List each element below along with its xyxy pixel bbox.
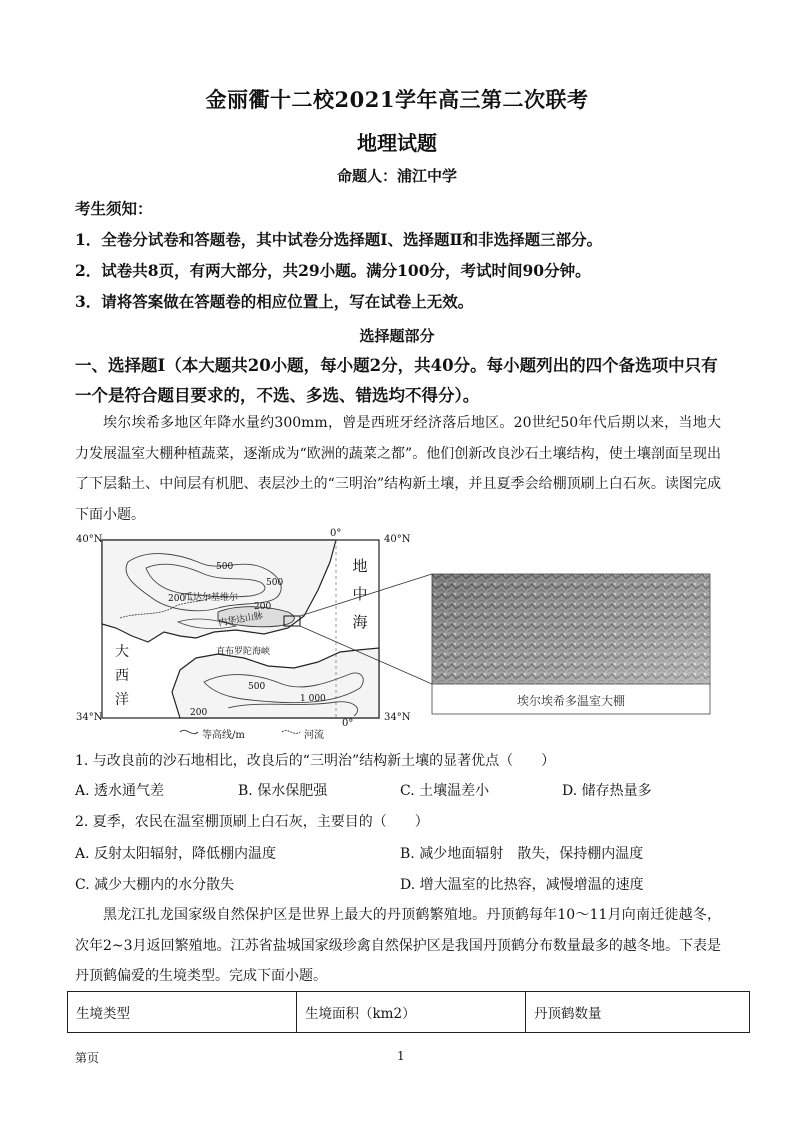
footer-page-label: 第页 xyxy=(75,1051,100,1065)
legend-river-symbol xyxy=(282,731,300,734)
lon-label: 0° xyxy=(342,718,354,729)
question-2-option-a[interactable]: A. 反射太阳辐射，降低棚内温度 xyxy=(75,846,277,862)
habitat-table xyxy=(67,991,750,1033)
table-header-cell: 生境类型 xyxy=(68,992,297,1033)
section-heading: 选择题部分 xyxy=(359,327,435,345)
ocean-label: 大西洋 xyxy=(115,644,129,708)
lat-label: 40°N xyxy=(384,534,411,545)
notice-heading: 考生须知： xyxy=(75,199,153,218)
question-1-stem: 1. 与改良前的沙石地相比，改良后的“三明治”结构新土壤的显著优点（ ） xyxy=(75,753,556,769)
lat-label: 40°N xyxy=(76,534,103,545)
footer-page-number: 1 xyxy=(397,1049,405,1063)
passage-1: 埃尔埃希多地区年降水量约300mm，曾是西班牙经济落后地区。20世纪50年代后期以来，当地大力发展温室大棚种植蔬菜，逐渐成为“欧洲的蔬菜之都”。他们创新改良沙石土壤结构，使土壤剖面呈现出了下层黏土、中间层有机肥、表层沙土的“三明治”结构新土壤，并且夏季会给棚顶刷上白石灰。读图完成下面小题。 xyxy=(75,415,721,523)
exam-subject: 地理试题 xyxy=(357,131,437,155)
question-1-option-c[interactable]: C. 土壤温差小 xyxy=(400,783,490,799)
legend-contour-label: 等高线/m xyxy=(202,730,245,741)
table-header-row xyxy=(68,992,750,1033)
part-instruction-line-1: 一、选择题Ⅰ（本大题共20小题，每小题2分，共40分。每小题列出的四个备选项中只有 xyxy=(75,356,718,375)
contour-value: 200 xyxy=(168,594,186,604)
exam-title: 金丽衢十二校2021学年高三第二次联考 xyxy=(205,87,589,112)
contour-value: 500 xyxy=(266,578,284,588)
strait-label: 直布罗陀海峡 xyxy=(216,647,271,657)
passage-2: 黑龙江扎龙国家级自然保护区是世界上最大的丹顶鹤繁殖地。丹顶鹤每年10～11月向南迁徙越冬，次年2~3月返回繁殖地。江苏省盐城国家级珍禽自然保护区是我国丹顶鹤分布数量最多的越冬地。下表是丹顶鹤偏爱的生境类型。完成下面小题。 xyxy=(75,907,721,984)
contour-value: 500 xyxy=(216,562,234,572)
question-1-option-b[interactable]: B. 保水保肥强 xyxy=(238,783,328,799)
question-2-option-b[interactable]: B. 减少地面辐射 散失，保持棚内温度 xyxy=(400,846,644,862)
contour-value: 1 000 xyxy=(300,694,326,704)
contour-value: 200 xyxy=(254,602,272,612)
notice-item-3: 3．请将答案做在答题卷的相应位置上，写在试卷上无效。 xyxy=(75,292,474,311)
table-header-cell: 生境面积（km2） xyxy=(297,992,526,1033)
photo-caption: 埃尔埃希多温室大棚 xyxy=(516,694,625,708)
lon-label: 0° xyxy=(330,528,342,539)
contour-value: 500 xyxy=(248,682,266,692)
lat-label: 34°N xyxy=(384,712,411,723)
question-2-stem: 2. 夏季，农民在温室棚顶刷上白石灰，主要目的（ ） xyxy=(75,814,429,830)
exam-author: 命题人：浦江中学 xyxy=(336,167,457,185)
notice-item-2: 2．试卷共8页，有两大部分，共29小题。满分100分，考试时间90分钟。 xyxy=(75,261,591,280)
part-instruction-line-2: 一个是符合题目要求的，不选、多选、错选均不得分）。 xyxy=(75,386,480,405)
question-2-option-d[interactable]: D. 增大温室的比热容，减慢增温的速度 xyxy=(400,877,644,893)
lat-label: 34°N xyxy=(76,712,103,723)
question-1-option-d[interactable]: D. 储存热量多 xyxy=(562,783,652,799)
question-2-option-c[interactable]: C. 减少大棚内的水分散失 xyxy=(75,877,235,893)
table-header-cell: 丹顶鹤数量 xyxy=(526,992,750,1033)
notice-item-1: 1．全卷分试卷和答题卷，其中试卷分选择题Ⅰ、选择题Ⅱ和非选择题三部分。 xyxy=(75,230,603,249)
basin-label: 瓜达尔基维尔 xyxy=(184,593,239,603)
question-1-option-a[interactable]: A. 透水通气差 xyxy=(75,783,165,799)
legend-contour-symbol xyxy=(180,730,198,733)
legend-river-label: 河流 xyxy=(304,730,324,741)
figure-map xyxy=(68,528,734,744)
contour-value: 200 xyxy=(190,708,208,718)
mountain-label: 内华达山脉 xyxy=(217,611,264,629)
greenhouse-photo-shade xyxy=(432,574,710,684)
sea-label: 地中海 xyxy=(352,557,368,631)
